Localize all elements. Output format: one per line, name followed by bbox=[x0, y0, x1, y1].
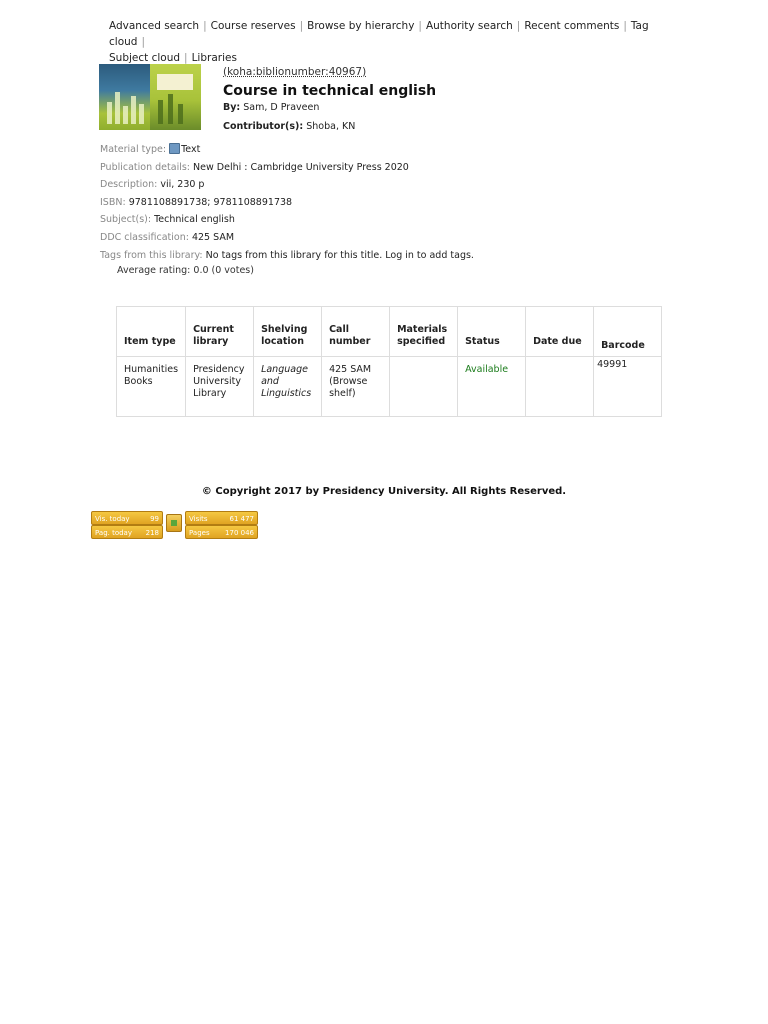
counter-vis-today[interactable] bbox=[91, 511, 163, 525]
author-link[interactable]: Sam, D Praveen bbox=[243, 102, 320, 113]
author-label: By: bbox=[223, 102, 241, 113]
counter-label: Vis. today bbox=[95, 515, 130, 523]
login-to-add-tags-link[interactable]: Log in to add tags. bbox=[385, 249, 474, 261]
counter-pag-today[interactable] bbox=[91, 525, 163, 539]
nav-recent-comments[interactable]: Recent comments bbox=[524, 20, 620, 32]
cell-item-type: Humanities Books bbox=[117, 357, 186, 417]
nav-course-reserves[interactable]: Course reserves bbox=[210, 20, 296, 32]
counter-value: 99 bbox=[150, 515, 159, 523]
subject-link[interactable]: Technical english bbox=[154, 214, 235, 226]
nav-authority-search[interactable]: Authority search bbox=[425, 20, 513, 32]
ddc-value: 425 SAM bbox=[191, 231, 235, 243]
cover-left-panel bbox=[99, 64, 150, 130]
counter-logo-icon[interactable] bbox=[166, 514, 182, 532]
contributor-link[interactable]: Shoba, KN bbox=[306, 121, 356, 132]
nav-tag-cloud[interactable]: Tag cloud bbox=[109, 20, 649, 48]
header-shelving-location[interactable]: Shelving location bbox=[254, 307, 322, 357]
publication-label: Publication details: bbox=[100, 161, 191, 173]
cover-building bbox=[158, 100, 163, 124]
publication-value[interactable]: New Delhi : Cambridge University Press 2020 bbox=[193, 161, 409, 173]
holdings-table bbox=[116, 306, 662, 417]
material-type-label: Material type: bbox=[100, 144, 167, 155]
nav-separator: | bbox=[418, 20, 422, 32]
cell-status: Available bbox=[458, 357, 526, 417]
header-current-library[interactable]: Current library bbox=[186, 307, 254, 357]
nav-separator: | bbox=[141, 36, 145, 48]
counter-pages[interactable] bbox=[185, 525, 258, 539]
nav-separator: | bbox=[516, 20, 521, 32]
cover-building bbox=[131, 96, 136, 124]
counter-visits[interactable] bbox=[185, 511, 258, 525]
cover-building bbox=[139, 104, 144, 124]
header-item-type[interactable]: Item type bbox=[117, 307, 186, 357]
cover-title-strip bbox=[157, 74, 193, 90]
header-call-number[interactable]: Call number bbox=[322, 307, 390, 357]
description-label: Description: bbox=[100, 179, 158, 191]
table-row bbox=[117, 357, 662, 417]
description-value: vii, 230 p bbox=[160, 179, 205, 191]
subject-field bbox=[100, 211, 660, 229]
nav-separator: | bbox=[299, 20, 304, 32]
counter-label: Pages bbox=[189, 529, 210, 537]
description-field bbox=[100, 176, 660, 194]
header-date-due[interactable]: Date due bbox=[526, 307, 594, 357]
nav-advanced-search[interactable]: Advanced search bbox=[109, 20, 200, 32]
cell-shelving-location: Language and Linguistics bbox=[254, 357, 322, 417]
bib-record-header bbox=[223, 66, 436, 132]
nav-separator: | bbox=[184, 52, 188, 64]
subject-label: Subject(s): bbox=[100, 214, 152, 226]
counter-label: Pag. today bbox=[95, 529, 132, 537]
tags-label: Tags from this library: bbox=[100, 249, 203, 261]
counter-value: 218 bbox=[145, 529, 159, 537]
book-cover-image[interactable] bbox=[99, 64, 201, 130]
cover-building bbox=[178, 104, 183, 124]
ddc-field bbox=[100, 229, 660, 247]
counter-logo-mark bbox=[171, 520, 177, 526]
record-title: Course in technical english bbox=[223, 83, 437, 99]
header-status[interactable]: Status bbox=[458, 307, 526, 357]
author-line bbox=[223, 102, 436, 113]
nav-separator: | bbox=[203, 20, 207, 32]
isbn-value: 9781108891738; 9781108891738 bbox=[128, 196, 293, 208]
nav-libraries[interactable]: Libraries bbox=[191, 52, 237, 64]
nav-subject-cloud[interactable]: Subject cloud bbox=[109, 52, 181, 64]
text-material-icon bbox=[169, 143, 180, 154]
header-materials-specified[interactable]: Materials specified bbox=[390, 307, 458, 357]
contributor-line bbox=[223, 121, 436, 132]
cover-building bbox=[115, 92, 120, 124]
cell-barcode: 49991 bbox=[594, 357, 662, 417]
library-link[interactable]: Presidency University Library bbox=[193, 364, 245, 399]
material-type-field bbox=[100, 141, 660, 159]
publication-field bbox=[100, 159, 660, 177]
average-rating: Average rating: 0.0 (0 votes) bbox=[117, 265, 254, 276]
cell-date-due bbox=[526, 357, 594, 417]
nav-separator: | bbox=[623, 20, 627, 32]
isbn-field bbox=[100, 194, 660, 212]
nav-browse-hierarchy[interactable]: Browse by hierarchy bbox=[307, 20, 415, 32]
counter-label: Visits bbox=[189, 515, 208, 523]
cover-building bbox=[123, 106, 128, 124]
cell-call-number bbox=[322, 357, 390, 417]
counter-value: 170 046 bbox=[225, 529, 254, 537]
isbn-label: ISBN: bbox=[100, 196, 126, 208]
top-navigation bbox=[109, 18, 649, 66]
holdings-header-row bbox=[117, 307, 662, 357]
biblionumber[interactable]: (koha:biblionumber:40967) bbox=[223, 66, 367, 78]
record-fields bbox=[100, 141, 660, 264]
material-type-value: Text bbox=[181, 144, 201, 155]
counter-value: 61 477 bbox=[229, 515, 254, 523]
browse-shelf-link[interactable]: 425 SAM (Browse shelf) bbox=[329, 364, 372, 399]
cover-building bbox=[168, 94, 173, 124]
tags-text: No tags from this library for this title. bbox=[205, 249, 383, 261]
contributor-label: Contributor(s): bbox=[223, 121, 304, 132]
ddc-label: DDC classification: bbox=[100, 231, 189, 243]
cell-materials-specified bbox=[390, 357, 458, 417]
cell-current-library bbox=[186, 357, 254, 417]
copyright-footer: © Copyright 2017 by Presidency University. All Rights Reserved. bbox=[201, 486, 567, 497]
header-barcode[interactable]: Barcode bbox=[594, 307, 662, 357]
tags-field bbox=[100, 247, 660, 265]
cover-building bbox=[107, 102, 112, 124]
